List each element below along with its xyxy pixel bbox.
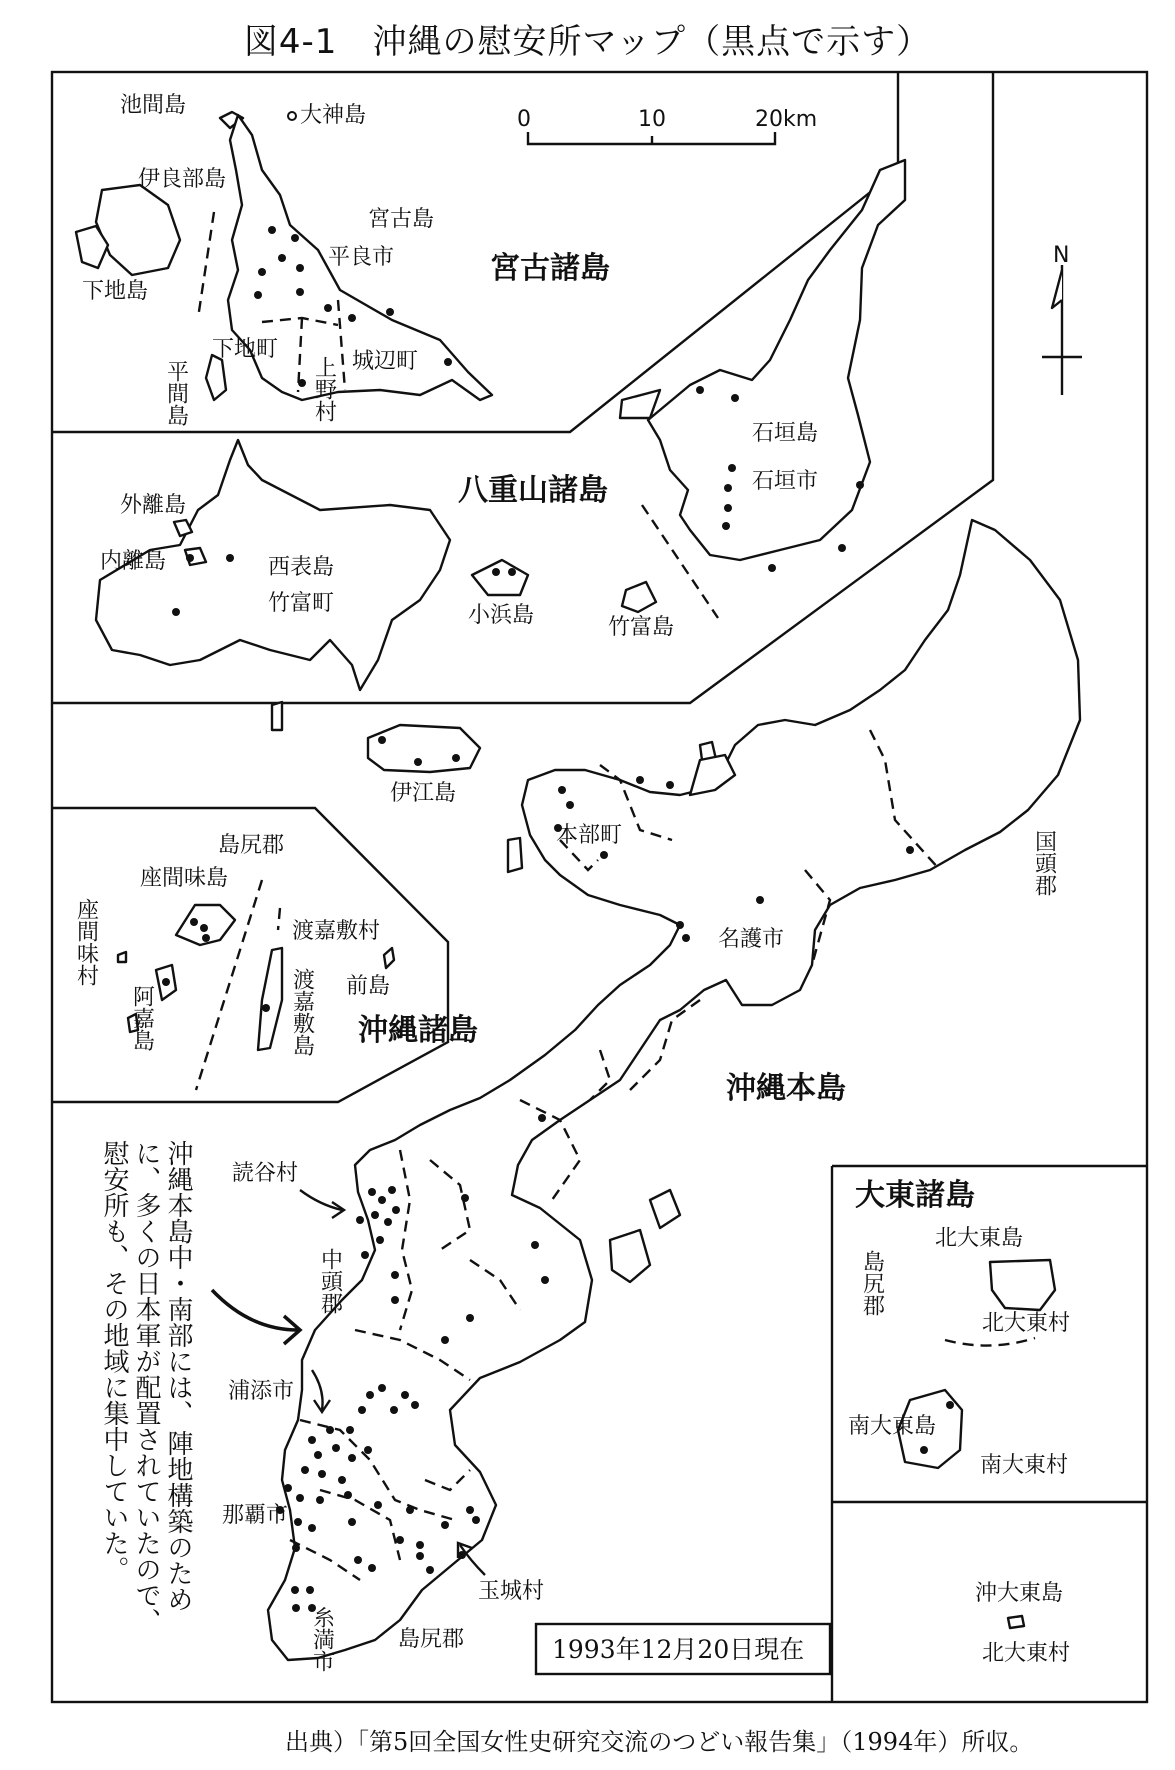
date-box: 1993年12月20日現在 [552, 1635, 805, 1664]
label-uchibanari: 内離島 [100, 549, 167, 574]
label-ishigakishi: 石垣市 [752, 469, 819, 494]
label-naha: 那覇市 [222, 1503, 289, 1528]
label-gusukube: 城辺町 [352, 349, 419, 374]
label-hirara: 平良市 [328, 245, 395, 270]
label-main-island: 沖縄本島 [726, 1071, 846, 1106]
map-title: 図4-1 沖縄の慰安所マップ（黒点で示す） [243, 22, 932, 62]
compass-north: N [1053, 243, 1070, 268]
scale-bar [517, 107, 817, 144]
label-iriomote: 西表島 [268, 555, 335, 580]
label-shimajiri-kerama: 島尻郡 [218, 833, 285, 858]
yaeyama-islands [96, 160, 905, 690]
label-okidaito: 沖大東島 [975, 1581, 1064, 1606]
label-irabu: 伊良部島 [138, 167, 227, 192]
label-taketomicho: 竹富町 [268, 591, 335, 616]
label-shimoji-island: 下地島 [82, 279, 149, 304]
source-citation: 出典）「第5回全国女性史研究交流のつどい報告集」（1994年）所収。 [285, 1728, 1034, 1756]
label-ogami: 大神島 [300, 103, 367, 128]
label-kitadaito-village: 北大東村 [982, 1311, 1071, 1336]
label-yomitan: 読谷村 [232, 1161, 299, 1186]
label-daito-group: 大東諸島 [855, 1178, 975, 1213]
label-ikema: 池間島 [120, 93, 187, 118]
label-okinawa-group: 沖縄諸島 [358, 1013, 478, 1048]
label-minamidaito-village: 南大東村 [980, 1453, 1069, 1478]
note-col-4: 慰安所も、その地域に集中していた。 [99, 1140, 129, 1582]
label-motobu: 本部町 [556, 823, 623, 848]
label-yaeyama-group: 八重山諸島 [458, 473, 608, 508]
scale-tick-20: 20km [755, 107, 818, 132]
label-ueno: 上野村 [311, 356, 337, 422]
label-ie: 伊江島 [390, 781, 457, 806]
explanatory-note [99, 1140, 193, 1634]
label-miyako-group: 宮古諸島 [490, 251, 610, 286]
label-mae: 前島 [346, 974, 391, 999]
kerama-islands [74, 833, 479, 1090]
label-shimojicho: 下地町 [212, 337, 279, 362]
note-col-2: 陣地構築のため [163, 1430, 193, 1612]
scale-tick-0: 0 [517, 107, 531, 132]
label-tokashiki-island: 渡嘉敷島 [289, 968, 315, 1056]
label-minamidaito: 南大東島 [848, 1414, 937, 1439]
label-daito-shimajiri: 島尻郡 [859, 1250, 885, 1316]
note-col-1: 沖縄本島中・南部には、 [163, 1140, 193, 1426]
label-itoman: 糸満市 [309, 1606, 335, 1672]
okinawa-main-island [212, 520, 1080, 1672]
label-tamagusuku: 玉城村 [478, 1579, 545, 1604]
note-col-3: に、多くの日本軍が配置されていたので、 [131, 1140, 161, 1634]
label-kunigami: 国頭郡 [1031, 830, 1057, 896]
label-shimajiri-south: 島尻郡 [398, 1627, 465, 1652]
label-miyakojima: 宮古島 [368, 207, 435, 232]
daito-islands [848, 1178, 1070, 1666]
label-nakagami: 中頭郡 [317, 1248, 343, 1314]
label-okidaito-village: 北大東村 [982, 1641, 1071, 1666]
label-sotobanari: 外離島 [120, 493, 187, 518]
label-kurima: 平間島 [163, 360, 189, 426]
label-ishigaki-island: 石垣島 [752, 421, 819, 446]
label-nago: 名護市 [718, 927, 785, 952]
label-aka: 阿嘉島 [129, 985, 155, 1051]
label-taketomi-island: 竹富島 [608, 615, 675, 640]
label-kitadaito: 北大東島 [935, 1226, 1024, 1251]
scale-tick-10: 10 [638, 107, 666, 132]
label-zamami-island: 座間味島 [140, 866, 229, 891]
north-arrow-icon [1042, 243, 1082, 395]
label-tokashiki-village: 渡嘉敷村 [292, 919, 381, 944]
label-urasoe: 浦添市 [228, 1379, 295, 1404]
label-zamami-village: 座間味村 [73, 898, 99, 986]
label-kohama: 小浜島 [468, 603, 535, 628]
